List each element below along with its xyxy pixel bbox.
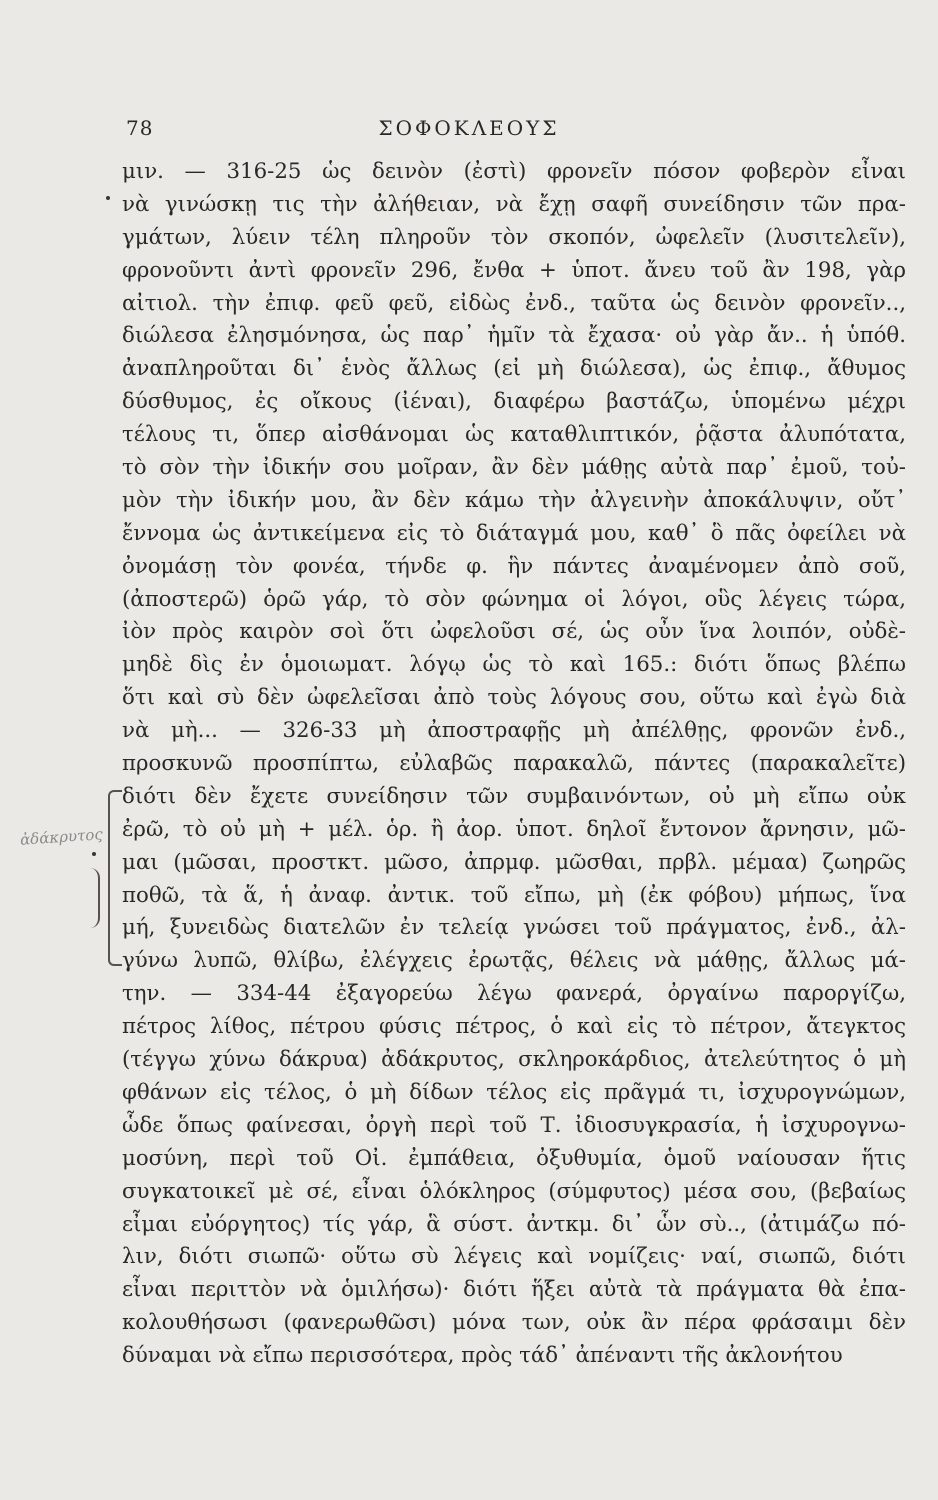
text-line: γμάτων, λύειν τέλη πληροῦν τὸν σκοπόν, ὠφελεῖν (λυσιτελεῖν), bbox=[122, 224, 906, 250]
margin-bracket-inner bbox=[86, 868, 100, 928]
page-number: 78 bbox=[126, 116, 154, 140]
text-line: εἶναι περιττὸν νὰ ὁμιλήσω)· διότι ἥξει αὐτὰ τὰ πράγματα θὰ ἐπα- bbox=[122, 1277, 906, 1303]
text-line: (ἀποστερῶ) ὁρῶ γάρ, τὸ σὸν φώνημα οἱ λόγοι, οὓς λέγεις τώρα, bbox=[122, 586, 906, 612]
text-line: προσκυνῶ προσπίπτω, εὐλαβῶς παρακαλῶ, πάντες (παρακαλεῖτε) bbox=[122, 751, 906, 777]
text-line: διότι δὲν ἔχετε συνείδησιν τῶν συμβαινόντων, οὐ μὴ εἴπω οὐκ bbox=[122, 783, 906, 809]
margin-bracket-outer bbox=[108, 790, 122, 966]
text-line: τέλους τι, ὅπερ αἰσθάνομαι ὡς καταθλιπτικόν, ῥᾷστα ἀλυπότατα, bbox=[122, 422, 906, 448]
text-line: μὸν τὴν ἰδικήν μου, ἂν δὲν κάμω τὴν ἀλγεινὴν ἀποκάλυψιν, οὔτ᾽ bbox=[122, 487, 906, 513]
text-line: μή, ξυνειδὼς διατελῶν ἐν τελείᾳ γνώσει τοῦ πράγματος, ἐνδ., ἀλ- bbox=[122, 915, 906, 941]
text-line: ποθῶ, τὰ ἅ, ἡ ἀναφ. ἀντικ. τοῦ εἴπω, μὴ (ἐκ φόβου) μήπως, ἵνα bbox=[122, 882, 906, 908]
text-line: μοσύνη, περὶ τοῦ Οἰ. ἐμπάθεια, ὀξυθυμία, ὁμοῦ ναίουσαν ἥτις bbox=[122, 1145, 906, 1171]
text-line: μιν. — 316-25 ὡς δεινὸν (ἐστὶ) φρονεῖν πόσον φοβερὸν εἶναι bbox=[122, 159, 906, 184]
text-line: ὧδε ὅπως φαίνεσαι, ὀργὴ περὶ τοῦ Τ. ἰδιοσυγκρασία, ἡ ἰσχυρογνω- bbox=[122, 1112, 906, 1138]
text-line: νὰ γινώσκῃ τις τὴν ἀλήθειαν, νὰ ἔχῃ σαφῆ συνείδησιν τῶν πρα- bbox=[122, 191, 906, 217]
text-line: φθάνων εἰς τέλος, ὁ μὴ δίδων τέλος εἰς πρᾶγμά τι, ἰσχυρογνώμων, bbox=[122, 1079, 906, 1105]
text-line: δύσθυμος, ἐς οἴκους (ἰέναι), διαφέρω βαστάζω, ὑπομένω μέχρι bbox=[122, 389, 906, 415]
text-line: κολουθήσωσι (φανερωθῶσι) μόνα των, οὐκ ἂν πέρα φράσαιμι δὲν bbox=[122, 1310, 906, 1336]
text-line: (τέγγω χύνω δάκρυα) ἀδάκρυτος, σκληροκάρδιος, ἀτελεύτητος ὁ μὴ bbox=[122, 1047, 906, 1073]
text-line: διώλεσα ἐλησμόνησα, ὡς παρ᾽ ἡμῖν τὰ ἔχασα· οὐ γὰρ ἄν.. ἡ ὑπόθ. bbox=[122, 323, 906, 349]
text-line: δύναμαι νὰ εἴπω περισσότερα, πρὸς τάδ᾽ ἀπέναντι τῆς ἀκλονήτου bbox=[122, 1343, 843, 1369]
text-line: εἶμαι εὐόργητος) τίς γάρ, ἃ σύστ. ἀντκμ. δι᾽ ὧν σὺ.., (ἀτιμάζω πό- bbox=[122, 1211, 906, 1237]
commentary-text bbox=[122, 156, 906, 1373]
text-line: ὅτι καὶ σὺ δὲν ὠφελεῖσαι ἀπὸ τοὺς λόγους σου, οὕτω καὶ ἐγὼ διὰ bbox=[122, 685, 906, 711]
text-line: ἐρῶ, τὸ οὐ μὴ + μέλ. ὁρ. ἢ ἀορ. ὑποτ. δηλοῖ ἔντονον ἄρνησιν, μῶ- bbox=[122, 816, 906, 842]
margin-dot-middle bbox=[92, 852, 96, 856]
text-line: ἔννομα ὡς ἀντικείμενα εἰς τὸ διάταγμά μου, καθ᾽ ὃ πᾶς ὀφείλει νὰ bbox=[122, 520, 906, 546]
text-line: τὸ σὸν τὴν ἰδικήν σου μοῖραν, ἂν δὲν μάθῃς αὐτὰ παρ᾽ ἐμοῦ, τοὐ- bbox=[122, 455, 906, 481]
text-line: νὰ μὴ... — 326-33 μὴ ἀποστραφῇς μὴ ἀπέλθῃς, φρονῶν ἐνδ., bbox=[122, 718, 906, 744]
margin-note: ἀδάκρυτος bbox=[19, 825, 104, 849]
margin-dot-top bbox=[106, 196, 110, 200]
text-line: γύνω λυπῶ, θλίβω, ἐλέγχεις ἐρωτᾷς, θέλεις νὰ μάθῃς, ἄλλως μά- bbox=[122, 948, 906, 974]
text-line: μαι (μῶσαι, προστκτ. μῶσο, ἀπρμφ. μῶσθαι, πρβλ. μέμαα) ζωηρῶς bbox=[122, 849, 906, 875]
text-line: λιν, διότι σιωπῶ· οὕτω σὺ λέγεις καὶ νομίζεις· ναί, σιωπῶ, διότι bbox=[122, 1244, 906, 1270]
text-line: την. — 334-44 ἐξαγορεύω λέγω φανερά, ὀργαίνω παροργίζω, bbox=[122, 981, 906, 1007]
running-title: ΣΟΦΟΚΛΕΟΥΣ bbox=[378, 116, 560, 140]
text-line: ἀναπληροῦται δι᾽ ἑνὸς ἄλλως (εἰ μὴ διώλεσα), ὡς ἐπιφ., ἄθυμος bbox=[122, 356, 906, 382]
text-line: πέτρος λίθος, πέτρου φύσις πέτρος, ὁ καὶ εἰς τὸ πέτρον, ἄτεγκτος bbox=[122, 1014, 906, 1040]
page-header bbox=[0, 116, 938, 146]
text-line: ὀνομάσῃ τὸν φονέα, τήνδε φ. ἣν πάντες ἀναμένομεν ἀπὸ σοῦ, bbox=[122, 553, 906, 579]
text-line: συγκατοικεῖ μὲ σέ, εἶναι ὁλόκληρος (σύμφυτος) μέσα σου, (βεβαίως bbox=[122, 1178, 906, 1204]
text-line: φρονοῦντι ἀντὶ φρονεῖν 296, ἔνθα + ὑποτ. ἄνευ τοῦ ἂν 198, γὰρ bbox=[122, 257, 906, 283]
text-line: ἰὸν πρὸς καιρὸν σοὶ ὅτι ὠφελοῦσι σέ, ὡς οὖν ἵνα λοιπόν, οὐδὲ- bbox=[122, 619, 906, 645]
text-line: αἰτιολ. τὴν ἐπιφ. φεῦ φεῦ, εἰδὼς ἐνδ., ταῦτα ὡς δεινὸν φρονεῖν.., bbox=[122, 290, 906, 316]
text-line: μηδὲ δὶς ἐν ὁμοιωματ. λόγῳ ὡς τὸ καὶ 165.: διότι ὅπως βλέπω bbox=[122, 652, 906, 678]
